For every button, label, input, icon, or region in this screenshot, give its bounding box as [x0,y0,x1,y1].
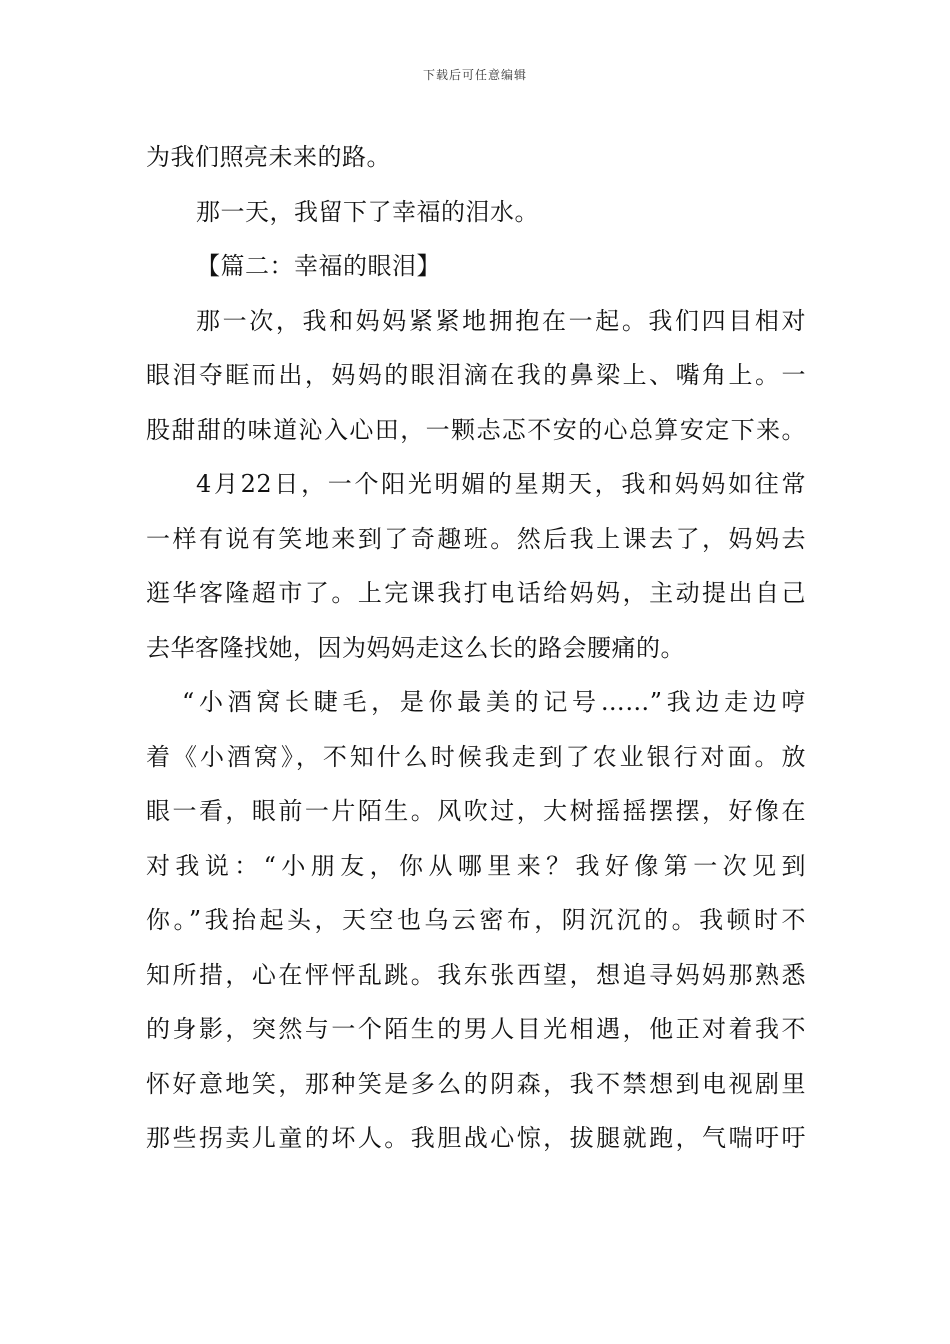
text-line: 的身影，突然与一个陌生的男人目光相遇，他正对着我不 [146,1015,806,1043]
text-line: 一样有说有笑地来到了奇趣班。然后我上课去了，妈妈去 [146,524,806,553]
text-line: 那一次，我和妈妈紧紧地拥抱在一起。我们四目相对 [196,306,806,335]
text-line: 眼一看，眼前一片陌生。风吹过，大树摇摇摆摆，好像在 [146,797,806,825]
text-line: 眼泪夺眶而出，妈妈的眼泪滴在我的鼻梁上、嘴角上。一 [146,361,806,389]
text-line: 那些拐卖儿童的坏人。我胆战心惊，拔腿就跑，气喘吁吁 [146,1124,806,1152]
text-line: 股甜甜的味道沁入心田，一颗忐忑不安的心总算安定下来。 [146,415,806,444]
page-header: 下载后可任意编辑 [422,68,527,82]
text-line: 那一天，我留下了幸福的泪水。 [196,197,539,226]
text-line: 着《小酒窝》，不知什么时候我走到了农业银行对面。放 [146,742,806,771]
text-line: 4月22日，一个阳光明媚的星期天，我和妈妈如往常 [196,470,806,498]
text-line: “小酒窝长睫毛，是你最美的记号……”我边走边哼 [182,688,806,716]
text-line: 为我们照亮未来的路。 [146,143,391,171]
text-line: 去华客隆找她，因为妈妈走这么长的路会腰痛的。 [146,633,685,662]
text-line: 知所措，心在怦怦乱跳。我东张西望，想追寻妈妈那熟悉 [146,960,806,989]
document-body [146,130,806,1166]
text-line: 怀好意地笑，那种笑是多么的阴森，我不禁想到电视剧里 [146,1069,806,1098]
text-line: 逛华客隆超市了。上完课我打电话给妈妈，主动提出自己 [146,579,806,607]
text-line: 你。”我抬起头，天空也乌云密布，阴沉沉的。我顿时不 [146,906,806,934]
text-line: 对我说：“小朋友，你从哪里来？我好像第一次见到 [146,851,806,880]
section-heading: 【篇二：幸福的眼泪】 [196,252,441,280]
